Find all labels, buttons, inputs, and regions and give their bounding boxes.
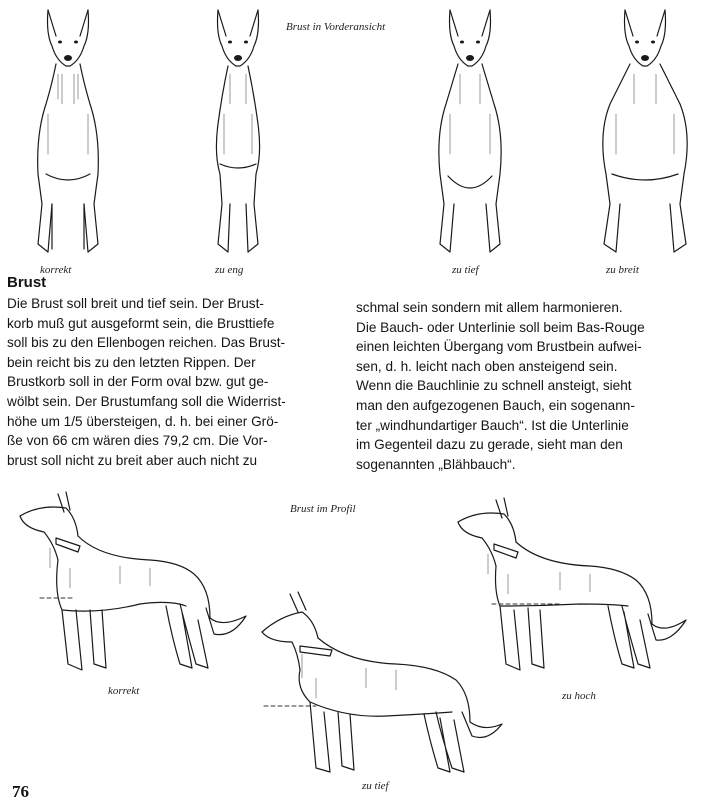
text-line: man den aufgezogenen Bauch, ein sogenann- <box>356 397 635 413</box>
profile-caption-correct: korrekt <box>108 685 140 697</box>
front-view-caption-too-deep: zu tief <box>452 264 479 276</box>
text-line: im Gegenteil dazu zu gerade, sieht man den <box>356 437 623 453</box>
profile-caption-too-high: zu hoch <box>562 690 596 702</box>
text-line: Die Bauch- oder Unterlinie soll beim Bas-Rouge <box>356 319 645 335</box>
text-line: bein reicht bis zu den letzten Rippen. Der <box>7 354 256 370</box>
text-line: ße von 66 cm wären dies 79,2 cm. Die Vor- <box>7 433 268 449</box>
text-line: wölbt sein. Der Brustumfang soll die Widerrist- <box>7 393 286 409</box>
text-line: ter „windhundartiger Bauch“. Ist die Unterlinie <box>356 417 629 433</box>
text-line: soll bis zu den Ellenbogen reichen. Das Brust- <box>7 335 286 351</box>
dog-front-view-correct <box>18 4 118 260</box>
text-line: schmal sein sondern mit allem harmonieren. <box>356 300 623 315</box>
text-line: brust soll nicht zu breit aber auch nicht zu <box>7 452 258 468</box>
page-number: 76 <box>12 782 29 801</box>
front-view-caption-too-broad: zu breit <box>606 264 639 276</box>
dog-front-view-too-narrow <box>198 4 278 260</box>
front-view-caption-correct: korrekt <box>40 264 72 276</box>
dog-profile-too-high <box>450 494 690 684</box>
text-line: korb muß gut ausgeformt sein, die Brusttiefe <box>7 315 275 331</box>
text-line: sogenannten „Blähbauch“. <box>356 456 516 472</box>
text-line: Wenn die Bauchlinie zu schnell ansteigt, sieht <box>356 378 632 394</box>
text-line: einen leichten Übergang vom Brustbein aufwei- <box>356 339 642 355</box>
front-view-figure-title: Brust in Vorderansicht <box>286 21 386 33</box>
text-line: Die Brust soll breit und tief sein. Der Brust- <box>7 296 264 311</box>
dog-front-view-too-deep <box>420 4 520 260</box>
dog-profile-correct <box>10 488 250 688</box>
profile-figure-title: Brust im Profil <box>290 503 356 515</box>
text-column-left <box>7 294 333 470</box>
text-line: sen, d. h. leicht nach oben ansteigend sein. <box>356 358 618 374</box>
section-heading: Brust <box>7 274 47 291</box>
text-column-right <box>356 298 696 474</box>
text-line: höhe um 1/5 übersteigen, d. h. bei einer Grö- <box>7 413 279 429</box>
front-view-caption-too-narrow: zu eng <box>215 264 244 276</box>
profile-caption-too-deep: zu tief <box>362 780 389 792</box>
dog-front-view-too-broad <box>590 4 700 260</box>
text-line: Brustkorb soll in der Form oval bzw. gut ge- <box>7 374 269 390</box>
